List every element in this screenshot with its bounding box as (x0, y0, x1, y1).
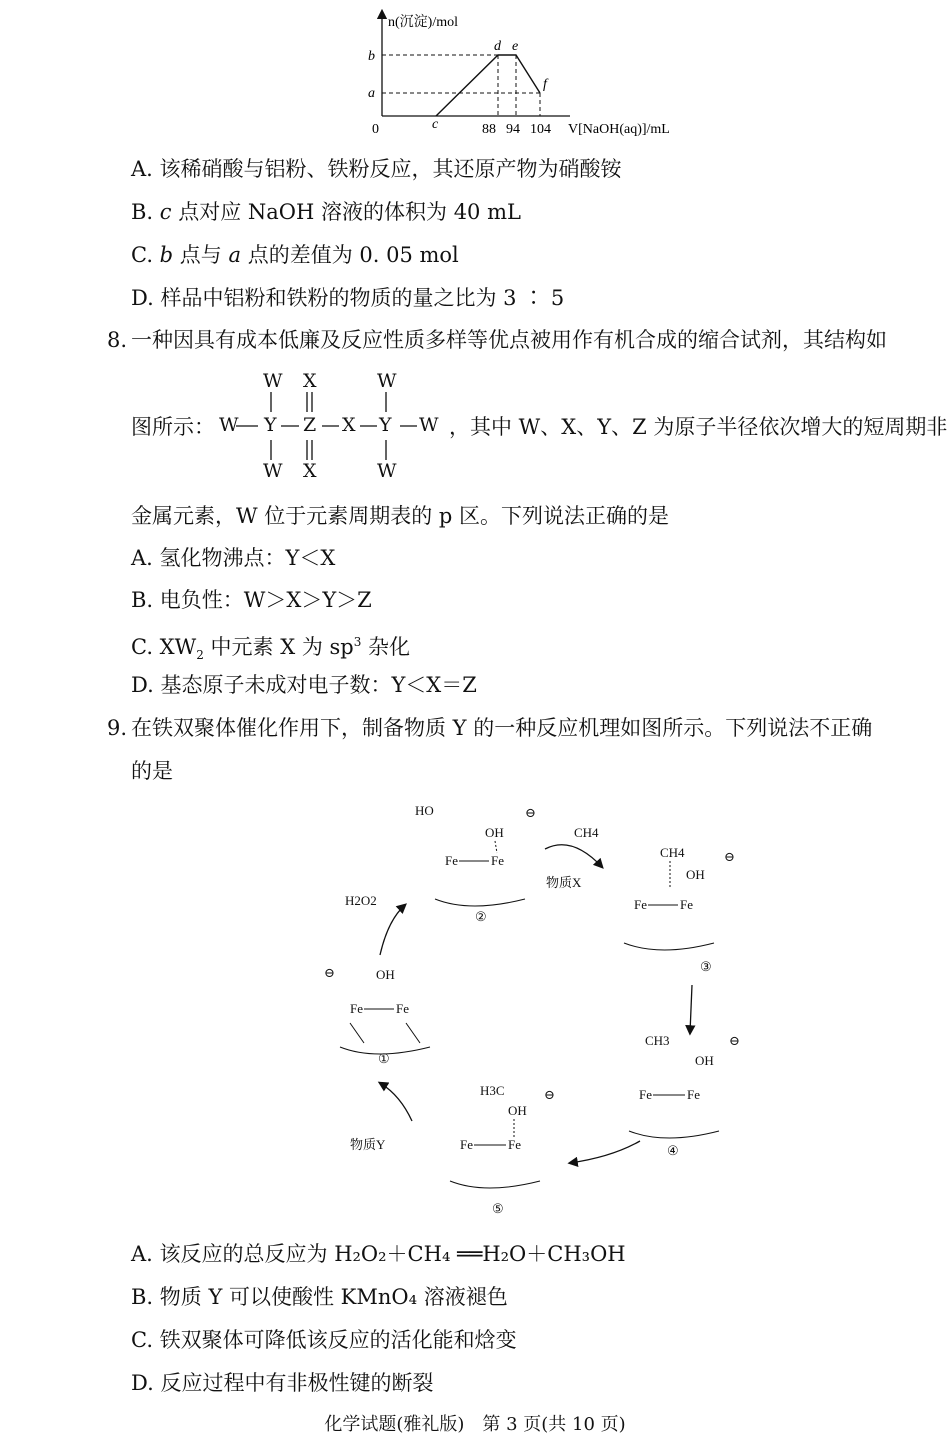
label-h2o2: H2O2 (345, 893, 377, 908)
page-footer: 化学试题(雅礼版) 第 3 页(共 10 页) (324, 1414, 626, 1435)
y-tick-a: a (368, 86, 375, 101)
precipitate-graph (360, 8, 720, 140)
q7-b-text: 点对应 NaOH 溶液的体积为 40 mL (171, 200, 521, 224)
c3-minus: ⊖ (724, 849, 735, 864)
q8-option-d: D. 基态原子未成对电子数：Y＜X＝Z (131, 673, 477, 697)
q8-c-sup: 3 (353, 635, 362, 649)
q7-option-a: A. 该稀硝酸与铝粉、铁粉反应，其还原产物为硝酸铵 (131, 157, 622, 181)
q8-c-text: 杂化 (361, 635, 411, 659)
atom-mid-3: Z (303, 414, 317, 436)
c2-minus: ⊖ (525, 805, 536, 820)
mechanism-diagram (300, 795, 760, 1225)
atom-mid-1: W (219, 414, 239, 436)
point-e: e (512, 39, 519, 54)
q7-option-d: D. 样品中铝粉和铁粉的物质的量之比为 3 ∶ 5 (131, 286, 565, 310)
atom-mid-6: W (419, 414, 439, 436)
q7-option-c (131, 241, 459, 269)
c4-minus: ⊖ (729, 1033, 740, 1048)
q9-number: 9. (107, 716, 128, 740)
q8-c-sub: 2 (196, 648, 204, 663)
atom-top-1: W (263, 370, 283, 392)
q8-number: 8. (107, 328, 128, 352)
origin-label: 0 (372, 122, 379, 137)
q7-c-text: 点的差值为 0. 05 mol (241, 243, 459, 267)
q9-option-d: D. 反应过程中有非极性键的断裂 (131, 1371, 434, 1395)
q8-c-prefix: C. XW (131, 635, 197, 659)
complex-4 (629, 1033, 740, 1158)
c1-fe-1: Fe (350, 1001, 363, 1016)
complex-5 (450, 1083, 555, 1216)
atom-mid-5: Y (379, 414, 392, 436)
c2-fe-2: Fe (491, 853, 504, 868)
atom-bot-2: X (303, 460, 317, 482)
q8-option-a: A. 氢化物沸点：Y＜X (131, 546, 336, 570)
c5-minus: ⊖ (544, 1087, 555, 1102)
c3-fe-2: Fe (680, 897, 693, 912)
q9-option-b: B. 物质 Y 可以使酸性 KMnO₄ 溶液褪色 (131, 1285, 508, 1309)
label-substance-y: 物质Y (350, 1137, 386, 1152)
q9-option-c: C. 铁双聚体可降低该反应的活化能和焓变 (131, 1328, 517, 1352)
atom-top-3: W (377, 370, 397, 392)
c5-oh: OH (508, 1103, 527, 1118)
q8-option-c (131, 628, 410, 669)
q9-option-a: A. 该反应的总反应为 H₂O₂＋CH₄ ══H₂O＋CH₃OH (131, 1242, 626, 1266)
x-tick-88: 88 (482, 122, 496, 137)
arrow-1-2 (380, 905, 405, 955)
q9-stem-line1: 在铁双聚体催化作用下，制备物质 Y 的一种反应机理如图所示。下列说法不正确 (131, 716, 873, 740)
q8-stem-line1: 一种因具有成本低廉及反应性质多样等优点被用作有机合成的缩合试剂，其结构如 (131, 328, 887, 352)
c5-fe-1: Fe (460, 1137, 473, 1152)
species-5-label: ⑤ (492, 1201, 504, 1216)
arrow-3-4 (690, 985, 692, 1033)
q8-option-b: B. 电负性：W＞X＞Y＞Z (131, 588, 372, 612)
species-4-label: ④ (667, 1143, 679, 1158)
c2-ho: HO (415, 803, 434, 818)
atom-mid-2: Y (264, 414, 277, 436)
x-tick-104: 104 (530, 122, 551, 137)
y-axis-label: n(沉淀)/mol (388, 15, 458, 30)
q7-c-mid: 点与 (173, 243, 229, 267)
atom-bot-3: W (377, 460, 397, 482)
label-ch4: CH4 (574, 825, 599, 840)
q7-c-prefix: C. (131, 243, 160, 267)
point-d: d (494, 39, 501, 54)
q7-c-var2: a (228, 243, 242, 267)
c4-fe-2: Fe (687, 1087, 700, 1102)
q8-stem-line2-post: ，其中 W、X、Y、Z 为原子半径依次增大的短周期非 (449, 415, 948, 439)
atom-top-2: X (303, 370, 317, 392)
q7-option-b (131, 198, 521, 226)
complex-1 (324, 965, 430, 1066)
c1-oh-bridge: OH (376, 967, 395, 982)
q7-c-var1: b (159, 243, 174, 267)
point-c: c (432, 117, 439, 132)
arrow-4-5 (570, 1141, 640, 1163)
complex-3 (624, 845, 735, 974)
species-3-label: ③ (700, 959, 712, 974)
c3-ch4: CH4 (660, 845, 685, 860)
curve (436, 55, 540, 116)
c1-fe-2: Fe (396, 1001, 409, 1016)
c4-oh: OH (695, 1053, 714, 1068)
q7-b-var: c (159, 200, 172, 224)
c2-oh: OH (485, 825, 504, 840)
c1-o-left: ⊖ (324, 965, 335, 980)
arrow-5-1 (380, 1083, 412, 1121)
atom-mid-4: X (342, 414, 356, 436)
x-tick-94: 94 (506, 122, 520, 137)
structure-bonds (215, 364, 450, 484)
species-1-label: ① (378, 1051, 390, 1066)
y-tick-b: b (368, 49, 375, 64)
c5-fe-2: Fe (508, 1137, 521, 1152)
q7-b-prefix: B. (131, 200, 160, 224)
q8-stem-line2-pre: 图所示： (131, 415, 215, 439)
c3-oh: OH (686, 867, 705, 882)
q8-structure (215, 364, 450, 484)
q9-stem-line2: 的是 (131, 759, 173, 783)
c4-fe-1: Fe (639, 1087, 652, 1102)
atom-bot-1: W (263, 460, 283, 482)
arrow-2-3 (545, 845, 602, 867)
c3-fe-1: Fe (634, 897, 647, 912)
complex-2 (415, 803, 536, 924)
point-f: f (543, 77, 547, 92)
c4-ch3: CH3 (645, 1033, 670, 1048)
species-2-label: ② (475, 909, 487, 924)
c5-h3c: H3C (480, 1083, 505, 1098)
label-substance-x: 物质X (546, 875, 582, 890)
c2-fe-1: Fe (445, 853, 458, 868)
x-axis-label: V[NaOH(aq)]/mL (568, 122, 670, 137)
q8-stem-line3: 金属元素，W 位于元素周期表的 p 区。下列说法正确的是 (131, 504, 670, 528)
q8-c-mid: 中元素 X 为 sp (203, 635, 354, 659)
